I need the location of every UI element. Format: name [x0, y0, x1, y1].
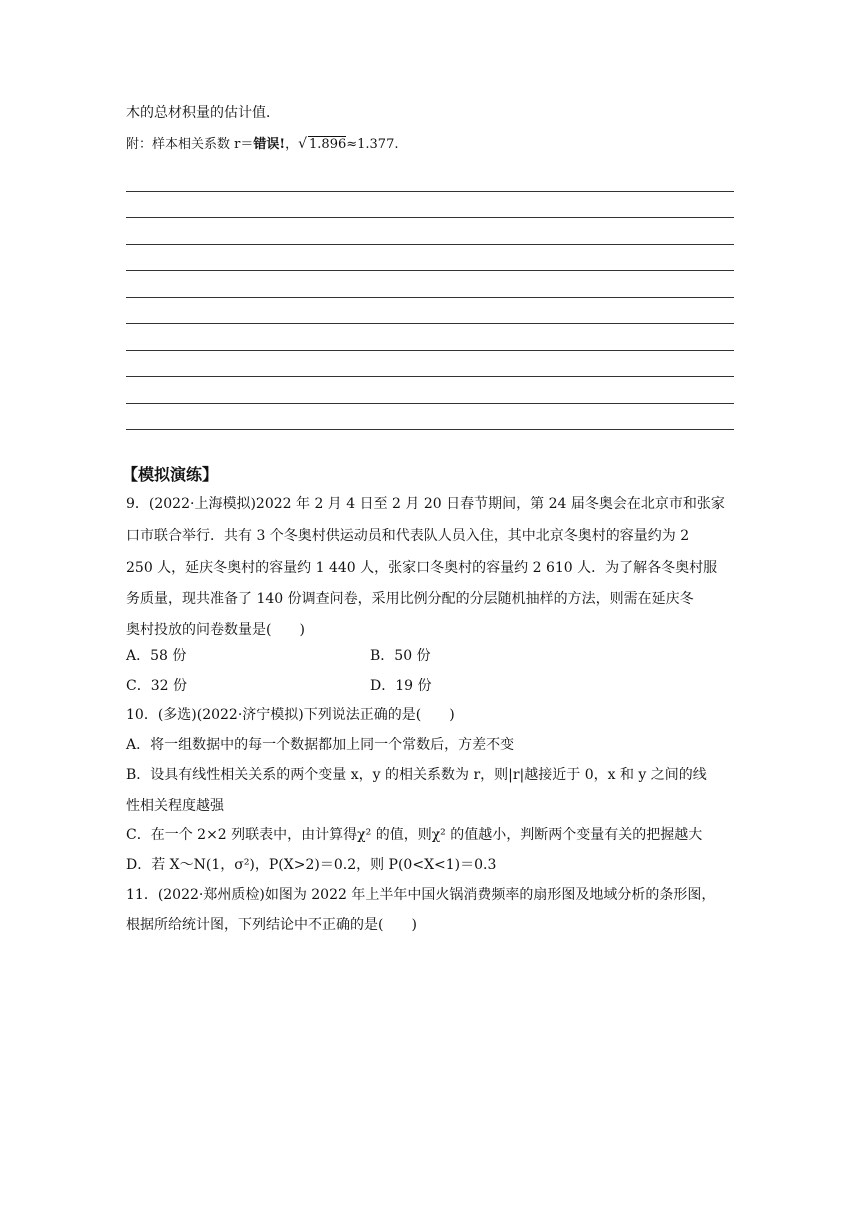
- note-prefix: 附：样本相关系数 r＝: [126, 137, 254, 152]
- formula-note: [126, 134, 736, 155]
- q9-line: 9．(2022·上海模拟)2022 年 2 月 4 日至 2 月 20 日春节期间，第 24 届冬奥会在北京市和张家: [126, 496, 725, 512]
- note-approx: ≈1.377.: [346, 137, 399, 152]
- q9-option-c: C．32 份: [126, 678, 187, 694]
- answer-line: [126, 403, 734, 404]
- q10-option-b-cont: 性相关程度越强: [126, 798, 224, 814]
- q9-option-d: D．19 份: [370, 678, 432, 694]
- q9-option-a: A．58 份: [126, 648, 187, 664]
- q10-option-a: A．将一组数据中的每一个数据都加上同一个常数后，方差不变: [126, 737, 515, 753]
- q11-line: 11．(2022·郑州质检)如图为 2022 年上半年中国火锅消费频率的扇形图及地域分析的条形图，: [126, 887, 716, 903]
- note-error: 错误!: [253, 137, 286, 152]
- q9-option-b: B．50 份: [370, 648, 431, 664]
- q10-option-b: B．设具有线性相关关系的两个变量 x，y 的相关系数为 r，则|r|越接近于 0，x 和 y 之间的线: [126, 767, 707, 783]
- answer-line: [126, 323, 734, 324]
- note-separator: ，: [285, 137, 299, 152]
- section-title: 【模拟演练】: [122, 465, 219, 484]
- answer-line: [126, 270, 734, 271]
- sqrt-radicand: 1.896: [309, 137, 347, 152]
- intro-text: 木的总材积量的估计值．: [126, 105, 280, 121]
- q9-line: 奥村投放的问卷数量是( ): [126, 622, 305, 638]
- answer-line: [126, 350, 734, 351]
- q10-option-d: D．若 X～N(1，σ²)，P(X>2)＝0.2，则 P(0<X<1)＝0.3: [126, 857, 497, 873]
- answer-line: [126, 376, 734, 377]
- q10-stem: 10．(多选)(2022·济宁模拟)下列说法正确的是( ): [126, 707, 455, 723]
- answer-line: [126, 217, 734, 218]
- q9-line: 口市联合举行．共有 3 个冬奥村供运动员和代表队人员入住，其中北京冬奥村的容量约为 2: [126, 528, 690, 544]
- sqrt-icon: √: [298, 136, 308, 152]
- answer-line: [126, 191, 734, 192]
- q11-line: 根据所给统计图，下列结论中不正确的是( ): [126, 917, 417, 933]
- answer-line: [126, 297, 734, 298]
- answer-line: [126, 429, 734, 430]
- q9-line: 250 人，延庆冬奥村的容量约 1 440 人，张家口冬奥村的容量约 2 610 人．为了解各冬奥村服: [126, 560, 718, 576]
- answer-line: [126, 244, 734, 245]
- q10-option-c: C．在一个 2×2 列联表中，由计算得χ² 的值，则χ² 的值越小，判断两个变量有关的把握越大: [126, 827, 703, 843]
- q9-line: 务质量，现共准备了 140 份调查问卷，采用比例分配的分层随机抽样的方法，则需在延庆冬: [126, 591, 694, 607]
